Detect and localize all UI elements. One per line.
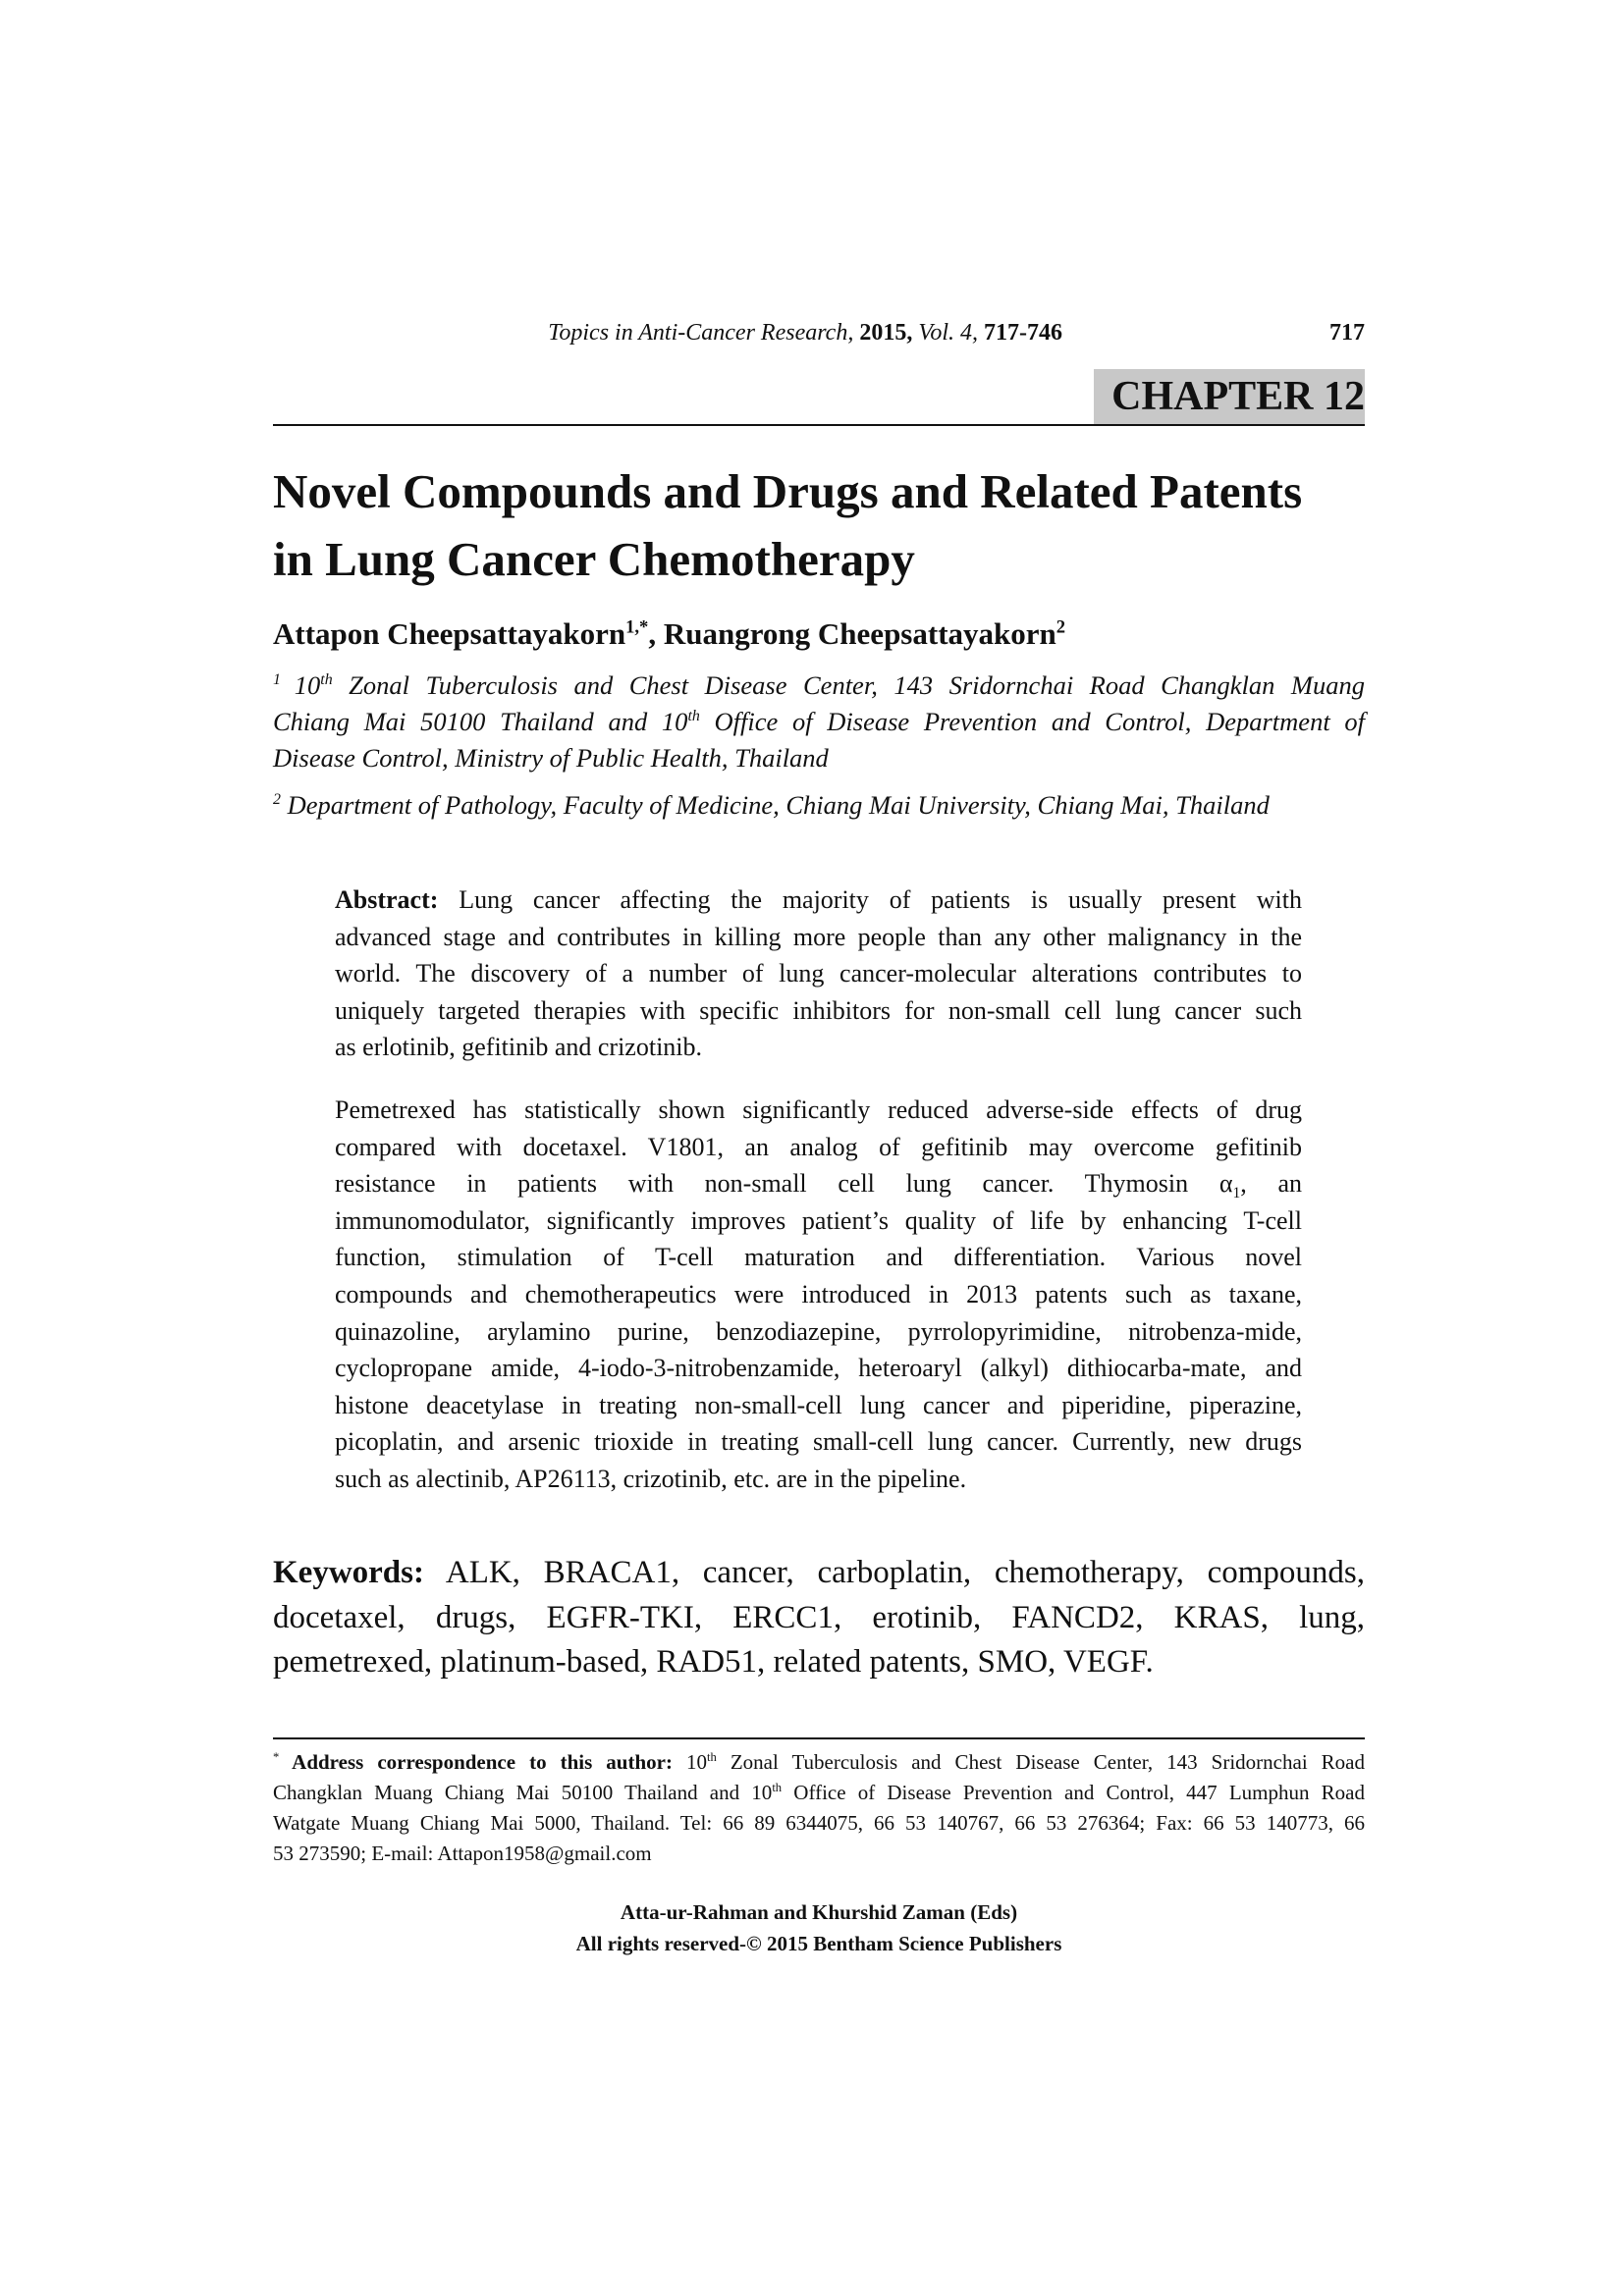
text-segment: immunomodulator, significantly improves patient’s quality of life by enhancing T-cell	[335, 1205, 1302, 1235]
text-line	[273, 787, 1365, 824]
text-segment: 53 273590; E-mail: Attapon1958@gmail.com	[273, 1842, 652, 1865]
journal-year: 2015,	[853, 320, 919, 346]
affiliation-2	[273, 787, 1365, 824]
author-name: , Ruangrong Cheepsattayakorn	[648, 616, 1056, 651]
text-segment: Address correspondence to this author:	[279, 1750, 673, 1774]
text-line	[335, 1313, 1302, 1351]
title-line: in Lung Cancer Chemotherapy	[273, 532, 915, 586]
journal-name: Topics in Anti-Cancer Research,	[548, 320, 854, 346]
text-line	[335, 1239, 1302, 1276]
text-segment: th	[320, 671, 333, 689]
text-segment: 10	[294, 670, 321, 700]
text-segment: advanced stage and contributes in killing more people than any other malignancy in the	[335, 922, 1302, 951]
text-line	[273, 1778, 1365, 1808]
text-line	[273, 1596, 1365, 1641]
text-line	[335, 1029, 1302, 1066]
text-segment: Lung cancer affecting the majority of patients is usually present with	[438, 885, 1302, 914]
text-segment: *	[273, 1750, 280, 1764]
text-segment: uniquely targeted therapies with specific inhibitors for non-small cell lung cancer such	[335, 995, 1302, 1025]
text-line	[335, 1129, 1302, 1166]
abstract-paragraph-2	[335, 1092, 1302, 1498]
correspondence-footnote	[273, 1747, 1365, 1869]
text-segment: Changklan Muang Chiang Mai 50100 Thailand and 10	[273, 1781, 773, 1804]
page-number: 717	[1329, 320, 1365, 346]
text-line	[335, 1350, 1302, 1387]
text-segment: Pemetrexed has statistically shown significantly reduced adverse-side effects of drug	[335, 1095, 1302, 1124]
footnote-divider	[273, 1737, 1365, 1739]
text-segment: , an	[1240, 1169, 1303, 1199]
text-segment: Abstract:	[335, 885, 439, 914]
text-segment: th	[687, 708, 700, 725]
text-line	[273, 667, 1365, 704]
text-segment: Zonal Tuberculosis and Chest Disease Center, 143 Sridornchai Road Changklan Muang	[332, 670, 1365, 700]
text-line	[335, 881, 1302, 919]
author-list	[273, 616, 1065, 652]
header-divider	[273, 424, 1365, 426]
text-segment: picoplatin, and arsenic trioxide in treating small-cell lung cancer. Currently, new drugs	[335, 1427, 1302, 1457]
text-segment: quinazoline, arylamino purine, benzodiazepine, pyrrolopyrimidine, nitrobenza-mide,	[335, 1316, 1302, 1346]
text-line	[273, 1640, 1365, 1685]
chapter-label: CHAPTER 12	[1094, 369, 1365, 424]
author-affiliation-mark: 1,*	[625, 616, 649, 638]
text-segment: 1	[1232, 1185, 1241, 1202]
text-line	[335, 1461, 1302, 1498]
text-segment: Disease Control, Ministry of Public Health, Thailand	[273, 743, 829, 773]
text-segment: as erlotinib, gefitinib and crizotinib.	[335, 1033, 703, 1062]
text-line	[335, 1387, 1302, 1424]
affiliation-1	[273, 667, 1365, 776]
text-segment: cyclopropane amide, 4-iodo-3-nitrobenzamide, heteroaryl (alkyl) dithiocarba-mate, and	[335, 1354, 1302, 1383]
text-line	[273, 1808, 1365, 1839]
text-segment: ALK, BRACA1, cancer, carboplatin, chemotherapy, compounds,	[423, 1555, 1365, 1590]
running-header	[273, 320, 1365, 349]
text-line	[335, 1423, 1302, 1461]
text-segment: docetaxel, drugs, EGFR-TKI, ERCC1, erotinib, FANCD2, KRAS, lung,	[273, 1599, 1365, 1635]
text-line	[335, 992, 1302, 1030]
abstract-paragraph-1	[335, 881, 1302, 1066]
text-segment: 2	[273, 791, 281, 809]
text-line	[335, 1202, 1302, 1240]
journal-volume: Vol. 4,	[918, 320, 978, 346]
text-segment: Department of Pathology, Faculty of Medicine, Chiang Mai University, Chiang Mai, Thailand	[280, 790, 1270, 820]
text-segment: pemetrexed, platinum-based, RAD51, related patents, SMO, VEGF.	[273, 1644, 1154, 1680]
text-segment: 10	[672, 1750, 708, 1774]
text-segment: 1	[273, 671, 295, 689]
text-segment: function, stimulation of T-cell maturation and differentiation. Various novel	[335, 1243, 1302, 1272]
text-segment: Chiang Mai 50100 Thailand and 10	[273, 707, 688, 736]
text-line	[273, 1839, 1365, 1869]
text-line	[273, 1551, 1365, 1596]
text-line	[335, 1276, 1302, 1313]
text-segment: resistance in patients with non-small cell lung cancer. Thymosin α	[335, 1169, 1233, 1199]
publisher-info	[273, 1896, 1365, 1959]
author-name: Attapon Cheepsattayakorn	[273, 616, 626, 651]
text-segment: Office of Disease Prevention and Control, 447 Lumphun Road	[782, 1781, 1365, 1804]
text-segment: Keywords:	[273, 1555, 424, 1590]
editors: Atta-ur-Rahman and Khurshid Zaman (Eds)	[620, 1900, 1018, 1924]
text-segment: world. The discovery of a number of lung cancer-molecular alterations contributes to	[335, 959, 1302, 988]
text-segment: th	[772, 1781, 783, 1794]
text-line	[273, 704, 1365, 740]
text-segment: histone deacetylase in treating non-small-cell lung cancer and piperidine, piperazine,	[335, 1390, 1302, 1419]
text-segment: th	[707, 1750, 717, 1764]
text-segment: such as alectinib, AP26113, crizotinib, etc. are in the pipeline.	[335, 1464, 967, 1493]
text-line	[335, 1092, 1302, 1129]
text-line	[335, 1165, 1302, 1202]
copyright: All rights reserved-© 2015 Bentham Science Publishers	[575, 1932, 1062, 1955]
text-segment: Watgate Muang Chiang Mai 5000, Thailand. Tel: 66 89 6344075, 66 53 140767, 66 53 276364; Fax: 66 53 140773, 66	[273, 1811, 1365, 1835]
text-line	[335, 919, 1302, 956]
text-segment: Zonal Tuberculosis and Chest Disease Center, 143 Sridornchai Road	[716, 1750, 1366, 1774]
keywords	[273, 1551, 1365, 1685]
text-segment: compared with docetaxel. V1801, an analog of gefitinib may overcome gefitinib	[335, 1132, 1302, 1161]
chapter-title	[273, 457, 1365, 593]
text-line	[273, 740, 1365, 776]
text-line	[273, 1747, 1365, 1778]
text-line	[335, 955, 1302, 992]
text-segment: Office of Disease Prevention and Control, Department of	[699, 707, 1365, 736]
title-line: Novel Compounds and Drugs and Related Patents	[273, 464, 1303, 518]
author-affiliation-mark: 2	[1056, 616, 1066, 638]
text-segment: compounds and chemotherapeutics were introduced in 2013 patents such as taxane,	[335, 1279, 1302, 1308]
journal-pages: 717-746	[978, 320, 1062, 346]
journal-citation	[548, 320, 1062, 347]
